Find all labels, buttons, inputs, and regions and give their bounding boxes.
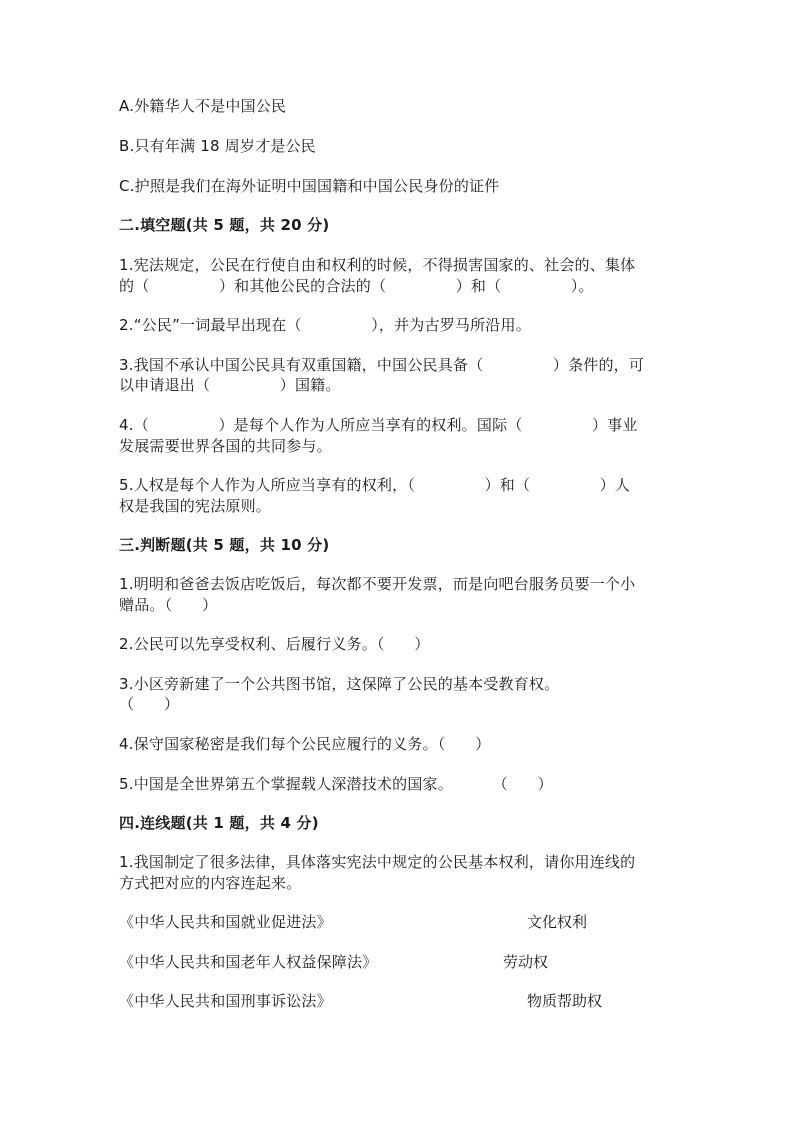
match-left-1: 《中华人民共和国就业促进法》: [119, 913, 332, 931]
option-c: C.护照是我们在海外证明中国国籍和中国公民身份的证件: [119, 177, 500, 195]
s3-q5-line1: 5.中国是全世界第五个掌握载人深潜技术的国家。 （ ）: [119, 775, 553, 793]
match-left-2: 《中华人民共和国老年人权益保障法》: [119, 953, 378, 971]
s2-q5-line2: 权是我国的宪法原则。: [119, 497, 272, 515]
section4-heading: 四.连线题(共 1 题，共 4 分): [119, 814, 319, 832]
section2-heading: 二.填空题(共 5 题，共 20 分): [119, 216, 330, 234]
s3-q3-line2: （ ）: [119, 695, 180, 713]
s2-q4-line2: 发展需要世界各国的共同参与。: [119, 437, 332, 455]
option-a: A.外籍华人不是中国公民: [119, 97, 287, 115]
s2-q1-line1: 1.宪法规定，公民在行使自由和权利的时候，不得损害国家的、社会的、集体: [119, 256, 636, 274]
match-left-3: 《中华人民共和国刑事诉讼法》: [119, 992, 332, 1010]
option-b: B.只有年满 18 周岁才是公民: [119, 137, 316, 155]
s3-q1-line1: 1.明明和爸爸去饭店吃饭后，每次都不要开发票，而是向吧台服务员要一个小: [119, 575, 636, 593]
s4-q1-line2: 方式把对应的内容连起来。: [119, 874, 302, 892]
s4-q1-line1: 1.我国制定了很多法律，具体落实宪法中规定的公民基本权利，请你用连线的: [119, 853, 636, 871]
s2-q4-line1: 4.（ ）是每个人作为人所应当享有的权利。国际（ ）事业: [119, 416, 638, 434]
match-right-2: 劳动权: [503, 953, 549, 971]
s2-q5-line1: 5.人权是每个人作为人所应当享有的权利，（ ）和（ ）人: [119, 476, 631, 494]
match-right-3: 物质帮助权: [527, 992, 603, 1010]
s3-q2-line1: 2.公民可以先享受权利、后履行义务。（ ）: [119, 635, 430, 653]
s3-q1-line2: 赠品。（ ）: [119, 596, 218, 614]
s2-q2-line1: 2.“公民”一词最早出现在（ ），并为古罗马所沿用。: [119, 316, 531, 334]
s3-q3-line1: 3.小区旁新建了一个公共图书馆，这保障了公民的基本受教育权。: [119, 675, 560, 693]
s3-q4-line1: 4.保守国家秘密是我们每个公民应履行的义务。（ ）: [119, 735, 491, 753]
match-right-1: 文化权利: [527, 913, 588, 931]
s2-q3-line2: 以申请退出（ ）国籍。: [119, 376, 341, 394]
s2-q1-line2: 的（ ）和其他公民的合法的（ ）和（ ）。: [119, 277, 594, 295]
s2-q3-line1: 3.我国不承认中国公民具有双重国籍，中国公民具备（ ）条件的，可: [119, 356, 645, 374]
section3-heading: 三.判断题(共 5 题，共 10 分): [119, 536, 330, 554]
